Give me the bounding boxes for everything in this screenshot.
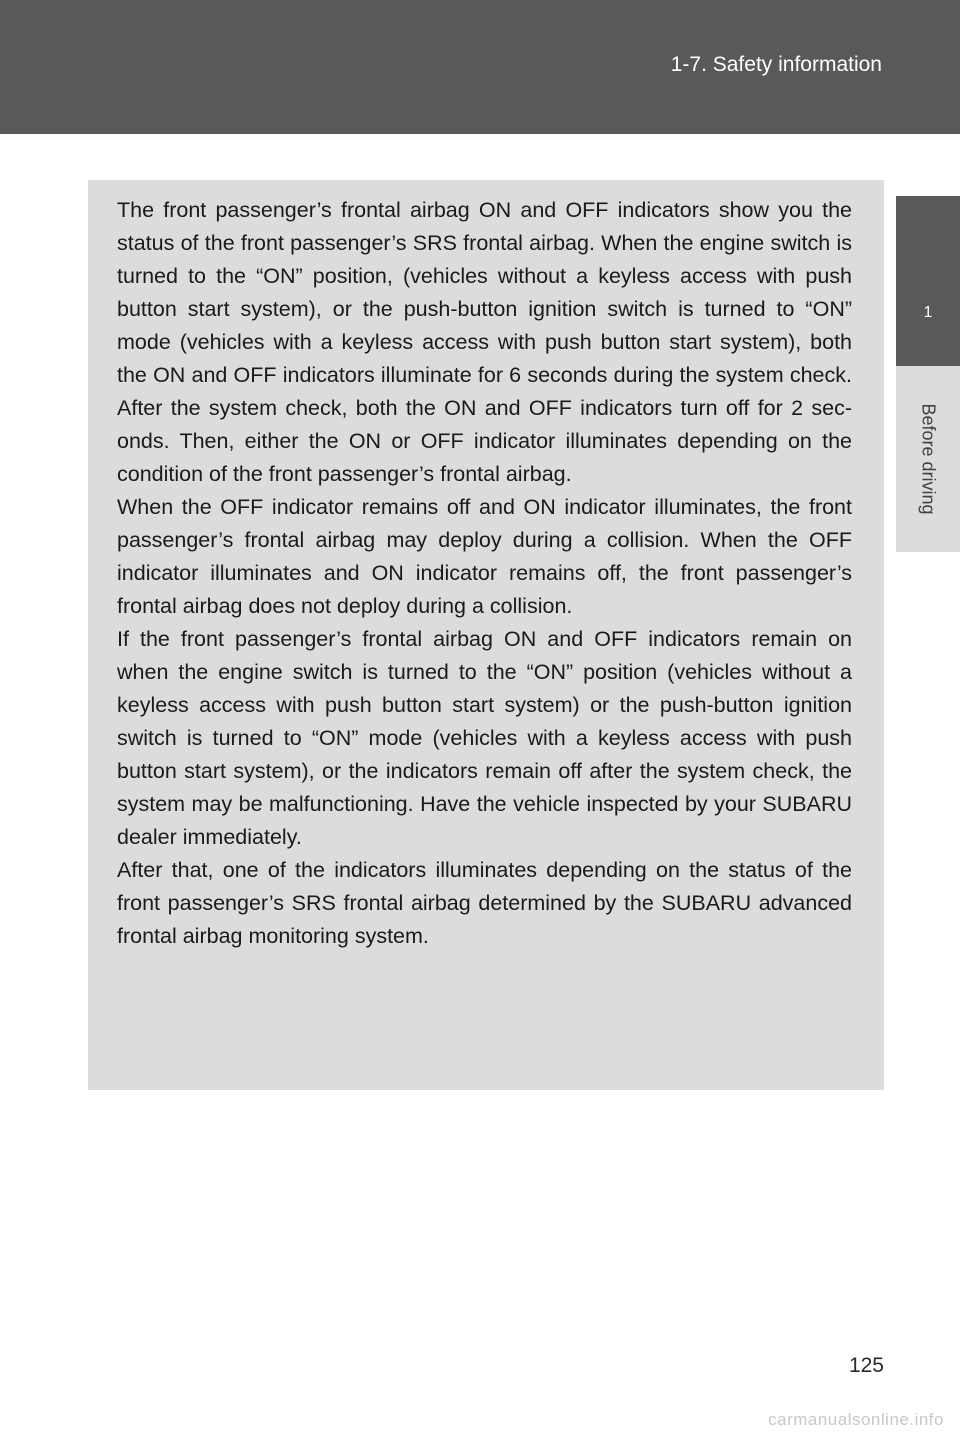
info-paragraph: The front passenger’s frontal airbag ON and OFF indicators show you the status of the front passenger’s SRS frontal airbag. When the engine switch is turned to the “ON” position, (vehicles without a keyless access with push button start system), or the push-button ignition switch is turned to “ON” mode (vehicles with a keyless access with push button start system), both the ON and OFF indicators illuminate for 6 seconds during the system check. After the system check, both the ON and OFF indicators turn off for 2 seconds. Then, either the ON or OFF indicator illuminates depending on the condition of the front passenger’s frontal airbag. [117, 198, 852, 486]
chapter-label-tab [896, 366, 960, 552]
header-bar [0, 0, 960, 134]
chapter-number: 1 [923, 304, 933, 321]
watermark: carmanualsonline.info [768, 1410, 944, 1429]
page-number: 125 [848, 1354, 884, 1377]
section-title: 1-7. Safety information [670, 53, 882, 76]
chapter-tab [896, 196, 960, 366]
info-paragraph: After that, one of the indicators illuminates depending on the status of the front passenger’s SRS frontal airbag determined by the SUBARU advanced frontal airbag monitoring system. [117, 858, 852, 948]
info-paragraph: If the front passenger’s frontal airbag ON and OFF indicators remain on when the engine switch is turned to the “ON” position (vehicles without a keyless access with push button start system) or the push-button ignition switch is turned to “ON” mode (vehicles with a keyless access with push button start system), or the indicators remain off after the system check, the system may be malfunctioning. Have the vehicle inspected by your SUBARU dealer immediately. [117, 627, 852, 849]
info-box [88, 180, 884, 1090]
chapter-label: Before driving [918, 403, 939, 515]
info-paragraph: When the OFF indicator remains off and ON indicator illuminates, the front passenger’s frontal airbag may deploy during a collision. When the OFF indicator illuminates and ON indicator remains off, the front passenger’s frontal airbag does not deploy during a collision. [117, 495, 852, 618]
